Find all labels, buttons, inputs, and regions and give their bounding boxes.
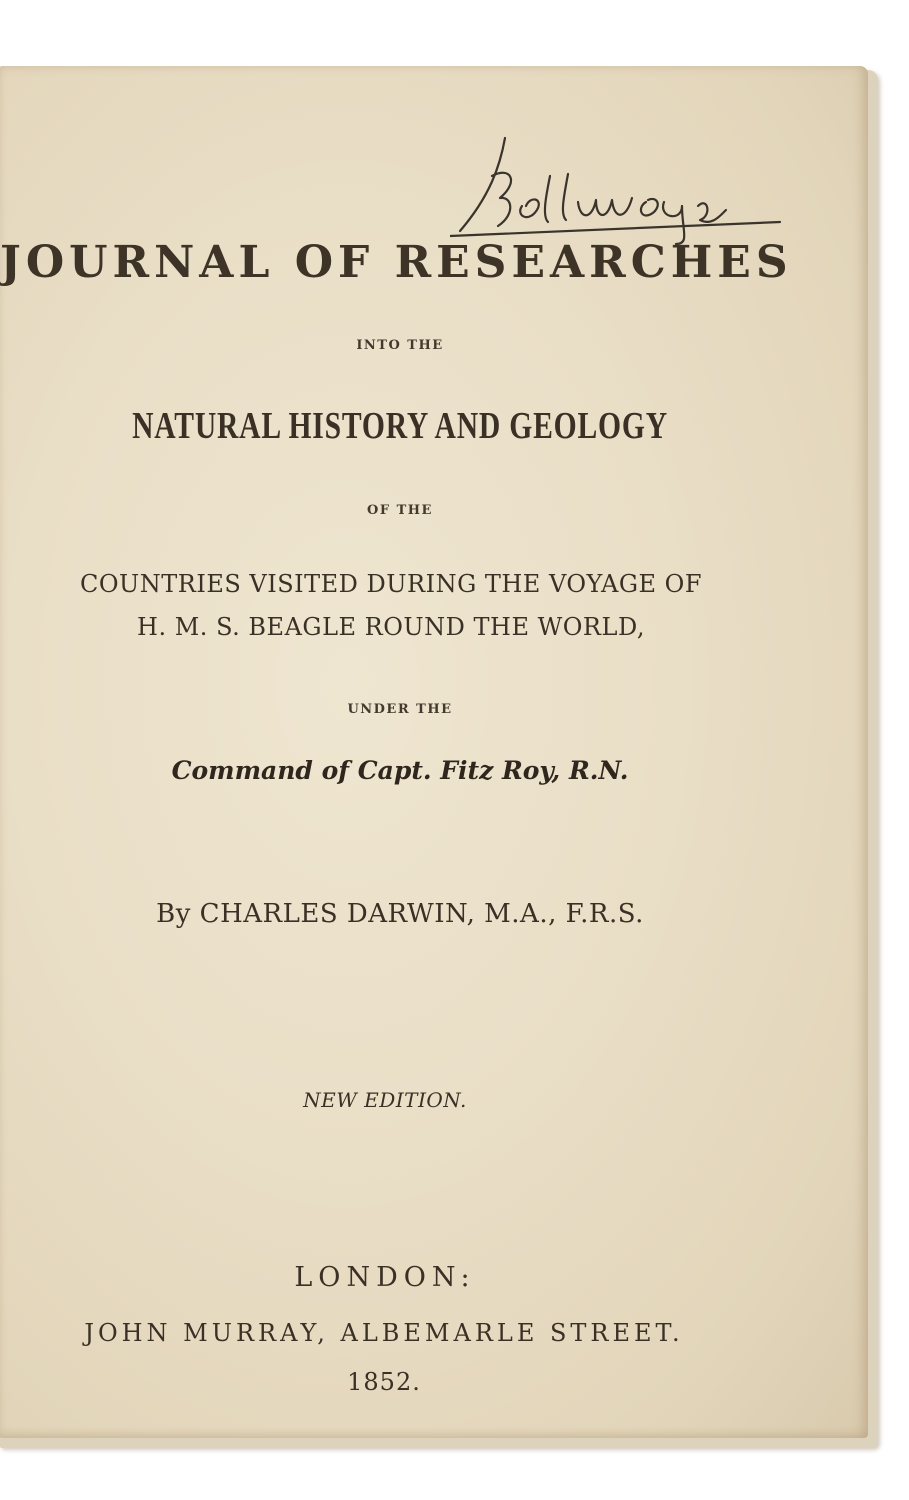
ship-line: H. M. S. BEAGLE ROUND THE WORLD, (137, 613, 645, 641)
imprint-publisher: JOHN MURRAY, ALBEMARLE STREET. (84, 1319, 684, 1347)
of-the-label: OF THE (367, 503, 433, 518)
under-the-label: UNDER THE (347, 702, 453, 717)
title-page (0, 66, 868, 1438)
imprint-year: 1852. (347, 1368, 421, 1396)
author-line: By CHARLES DARWIN, M.A., F.R.S. (156, 899, 644, 929)
subject-heading: NATURAL HISTORY AND GEOLOGY (132, 405, 668, 447)
command-line: Command of Capt. Fitz Roy, R.N. (171, 756, 629, 785)
handwritten-signature (450, 136, 790, 246)
into-the-label: INTO THE (356, 338, 444, 353)
countries-line: COUNTRIES VISITED DURING THE VOYAGE OF (80, 570, 702, 598)
imprint-city: LONDON: (294, 1262, 476, 1293)
edition-label: NEW EDITION. (303, 1088, 467, 1112)
book-title: JOURNAL OF RESEARCHES (0, 237, 793, 288)
